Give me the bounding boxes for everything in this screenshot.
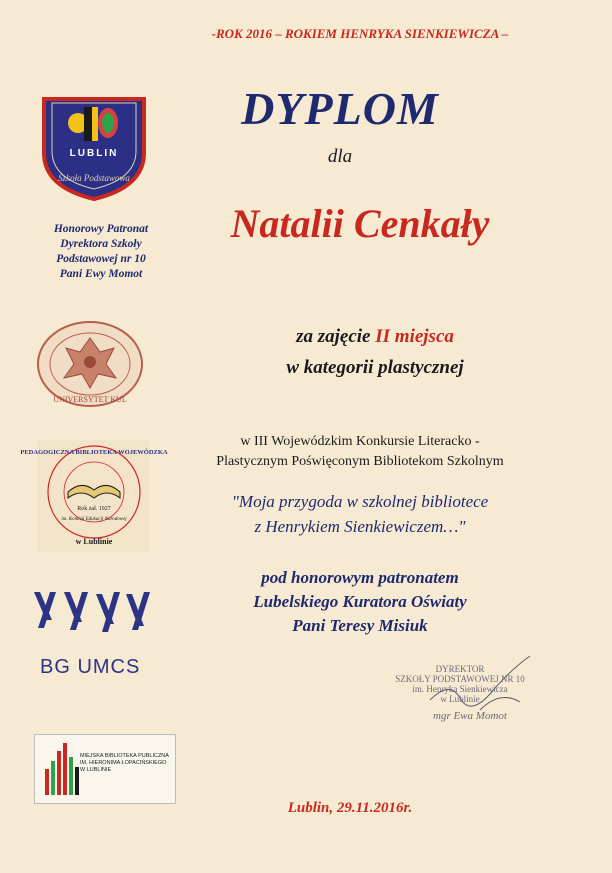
mbp-line: W LUBLINIE xyxy=(80,767,112,773)
pbw-logo-year: Rok zał. 1927 xyxy=(77,506,111,512)
contest-line-1: w III Wojewódzkim Konkursie Literacko - xyxy=(240,434,480,449)
patronage-line-2: Lubelskiego Kuratora Oświaty xyxy=(253,592,467,611)
stamp-line: DYREKTOR xyxy=(435,664,485,674)
honorary-patron-note xyxy=(36,222,166,282)
for-label: dla xyxy=(327,146,353,167)
place-line xyxy=(200,326,550,348)
contest-line-2: Plastycznym Poświęconym Bibliotekom Szkolnym xyxy=(216,454,504,469)
motto-line-2: z Henrykiem Sienkiewiczem…" xyxy=(254,517,466,536)
category-line: w kategorii plastycznej xyxy=(286,357,464,378)
umcs-logo-text: BG UMCS xyxy=(40,656,141,678)
motto-line-1: "Moja przygoda w szkolnej bibliotece xyxy=(231,492,489,511)
kul-logo-text: UNIVERSYTET KUL xyxy=(53,395,127,404)
patronage-line-3: Pani Teresy Misiuk xyxy=(292,616,428,635)
pbw-logo xyxy=(20,440,168,552)
stamp-line: SZKOŁY PODSTAWOWEJ NR 10 xyxy=(395,674,525,684)
mbp-logo-text xyxy=(80,753,170,774)
place-prefix: za zajęcie xyxy=(296,326,376,347)
honorary-line: Pani Ewy Momot xyxy=(59,268,143,280)
recipient-name: Natalii Cenkały xyxy=(230,201,490,246)
diploma-title: DYPLOM xyxy=(241,83,439,134)
honorary-line: Dyrektora Szkoły xyxy=(60,238,142,250)
school-logo-city: LUBLIN xyxy=(69,148,119,159)
mbp-line: IM. HIERONIMA ŁOPACIŃSKIEGO xyxy=(80,760,167,766)
pbw-logo-sub: im. Komisji Edukacji Narodowej xyxy=(61,517,127,522)
umcs-logo xyxy=(34,590,154,650)
place-date: Lublin, 29.11.2016r. xyxy=(287,800,413,816)
director-name: mgr Ewa Momot xyxy=(433,710,507,722)
patronage-line-1: pod honorowym patronatem xyxy=(261,568,459,587)
pbw-logo-ring: PEDAGOGICZNA BIBLIOTEKA WOJEWÓDZKA xyxy=(20,449,168,456)
mbp-line: MIEJSKA BIBLIOTEKA PUBLICZNA xyxy=(80,753,169,759)
place-value: II miejsca xyxy=(375,326,454,347)
honorary-line: Podstawowej nr 10 xyxy=(56,253,146,265)
honorary-line: Honorowy Patronat xyxy=(53,223,149,235)
stamp-line: w Lublinie xyxy=(440,694,480,704)
pbw-logo-city: w Lublinie xyxy=(75,537,113,546)
year-header: -ROK 2016 – ROKIEM HENRYKA SIENKIEWICZA – xyxy=(211,26,509,41)
school-logo-ring: Szkoła Podstawowa xyxy=(58,173,130,183)
stamp-line: im. Henryka Sienkiewicza xyxy=(412,684,508,694)
school-logo xyxy=(38,95,150,201)
kul-logo xyxy=(34,318,146,410)
